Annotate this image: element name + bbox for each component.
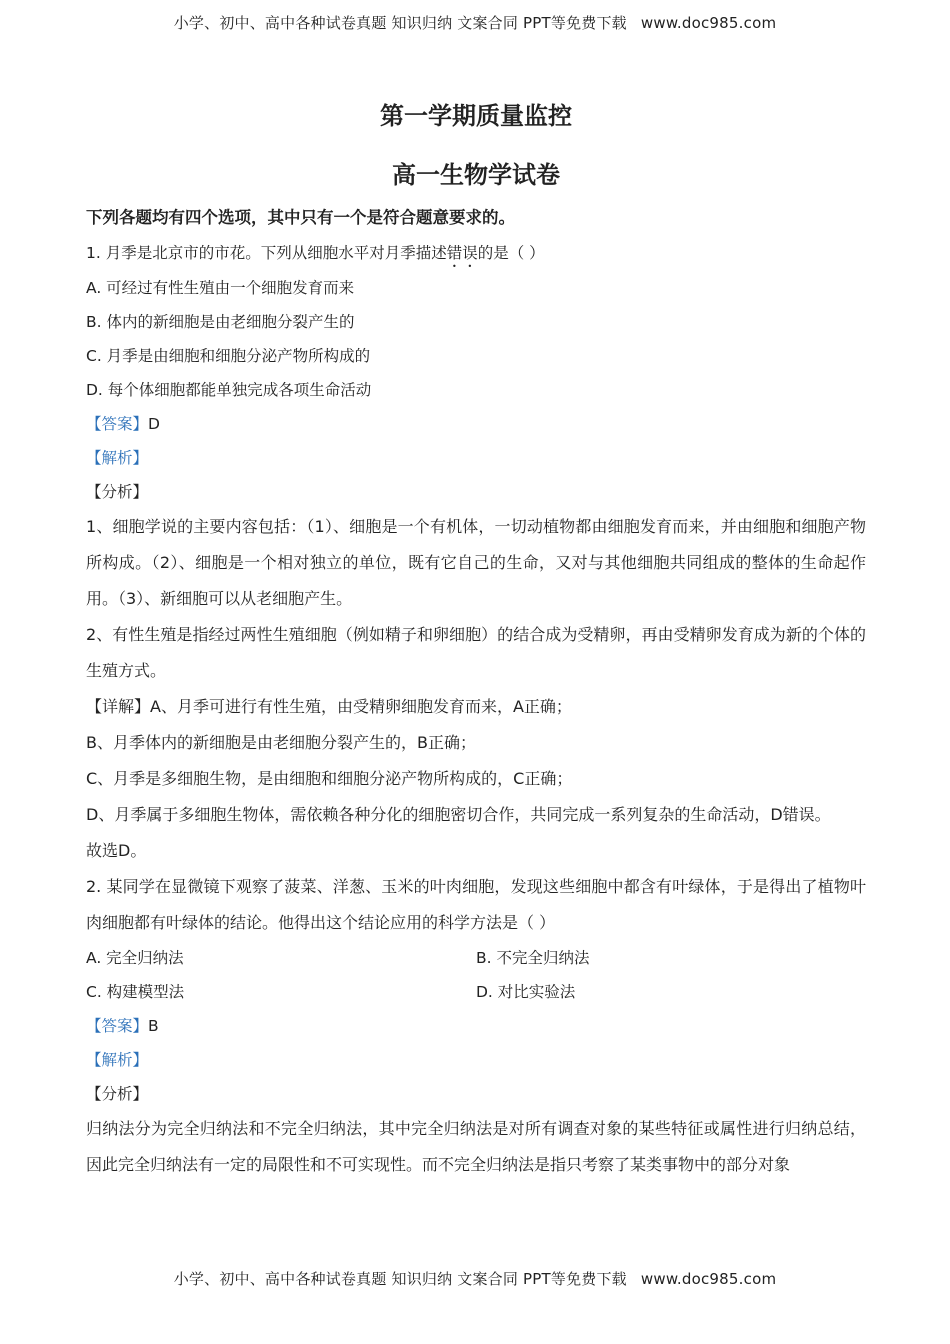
fenxi-paragraph-2: 2、有性生殖是指经过两性生殖细胞（例如精子和卵细胞）的结合成为受精卵，再由受精卵发育成为新的个体的生殖方式。 [86,625,866,680]
option-b: B. 不完全归纳法 [476,949,590,967]
detail-c: C、月季是多细胞生物，是由细胞和细胞分泌产物所构成的，C正确； [86,769,573,788]
stem-text: 1. 月季是北京市的市花。下列从细胞水平对月季描述 [86,244,447,262]
detail-b: B、月季体内的新细胞是由老细胞分裂产生的，B正确； [86,733,476,752]
option-d: D. 对比实验法 [476,983,576,1001]
section-instruction: 下列各题均有四个选项，其中只有一个是符合题意要求的。 [86,208,515,227]
question-2 [86,869,866,1183]
fenxi-label: 【分析】 [86,1085,149,1103]
detail-a [86,689,866,725]
option-c: C. 月季是由细胞和细胞分泌产物所构成的 [86,347,371,365]
question-1 [86,236,866,869]
fenxi-paragraph-1: 1、细胞学说的主要内容包括：（1）、细胞是一个有机体，一切动植物都由细胞发育而来，并由细胞和细胞产物所构成。（2）、细胞是一个相对独立的单位，既有它自己的生命，又对与其他细胞共同组成的整体的生命起作用。（3）、新细胞可以从老细胞产生。 [86,517,866,608]
question-2-stem: 2. 某同学在显微镜下观察了菠菜、洋葱、玉米的叶肉细胞，发现这些细胞中都含有叶绿体，于是得出了植物叶肉细胞都有叶绿体的结论。他得出这个结论应用的科学方法是（ ） [86,877,866,932]
analysis-label: 【解析】 [86,449,149,467]
conclusion: 故选D。 [86,841,147,860]
header-banner-url[interactable]: www.doc985.com [640,14,777,32]
answer-value: D [148,415,160,433]
exam-title: 第一学期质量监控 [380,102,572,130]
option-d: D. 每个体细胞都能单独完成各项生命活动 [86,381,372,399]
answer-label: 【答案】 [86,1017,149,1035]
detail-d: D、月季属于多细胞生物体，需依赖各种分化的细胞密切合作，共同完成一系列复杂的生命活动，D错误。 [86,805,831,824]
detail-label: 【详解】 [86,697,151,716]
detail-a-text: A、月季可进行有性生殖，由受精卵细胞发育而来，A正确； [150,697,572,716]
stem-emphasis: 错误 [446,244,478,262]
fenxi-paragraph-1: 归纳法分为完全归纳法和不完全归纳法，其中完全归纳法是对所有调查对象的某些特征或属性进行归纳总结，因此完全归纳法有一定的局限性和不可实现性。而不完全归纳法是指只考察了某类事物中的部分对象 [86,1119,866,1174]
options-row-2 [86,975,866,1009]
exam-subtitle: 高一生物学试卷 [392,161,560,189]
header-banner [0,12,950,33]
answer-line [86,407,866,441]
option-b: B. 体内的新细胞是由老细胞分裂产生的 [86,313,355,331]
option-c: C. 构建模型法 [86,983,185,1001]
header-banner-text: 小学、初中、高中各种试卷真题 知识归纳 文案合同 PPT等免费下载 [173,14,627,32]
footer-banner-url[interactable]: www.doc985.com [640,1270,777,1288]
question-1-stem [86,236,866,271]
footer-banner-text: 小学、初中、高中各种试卷真题 知识归纳 文案合同 PPT等免费下载 [173,1270,627,1288]
answer-value: B [148,1017,159,1035]
options-row-1 [86,941,866,975]
answer-line [86,1009,866,1043]
option-a: A. 可经过有性生殖由一个细胞发育而来 [86,279,355,297]
fenxi-label: 【分析】 [86,483,149,501]
document-page [86,92,866,1183]
analysis-label: 【解析】 [86,1051,149,1069]
footer-banner [0,1268,950,1289]
stem-text-end: 的是（ ） [477,244,545,262]
option-a: A. 完全归纳法 [86,949,184,967]
answer-label: 【答案】 [86,415,149,433]
